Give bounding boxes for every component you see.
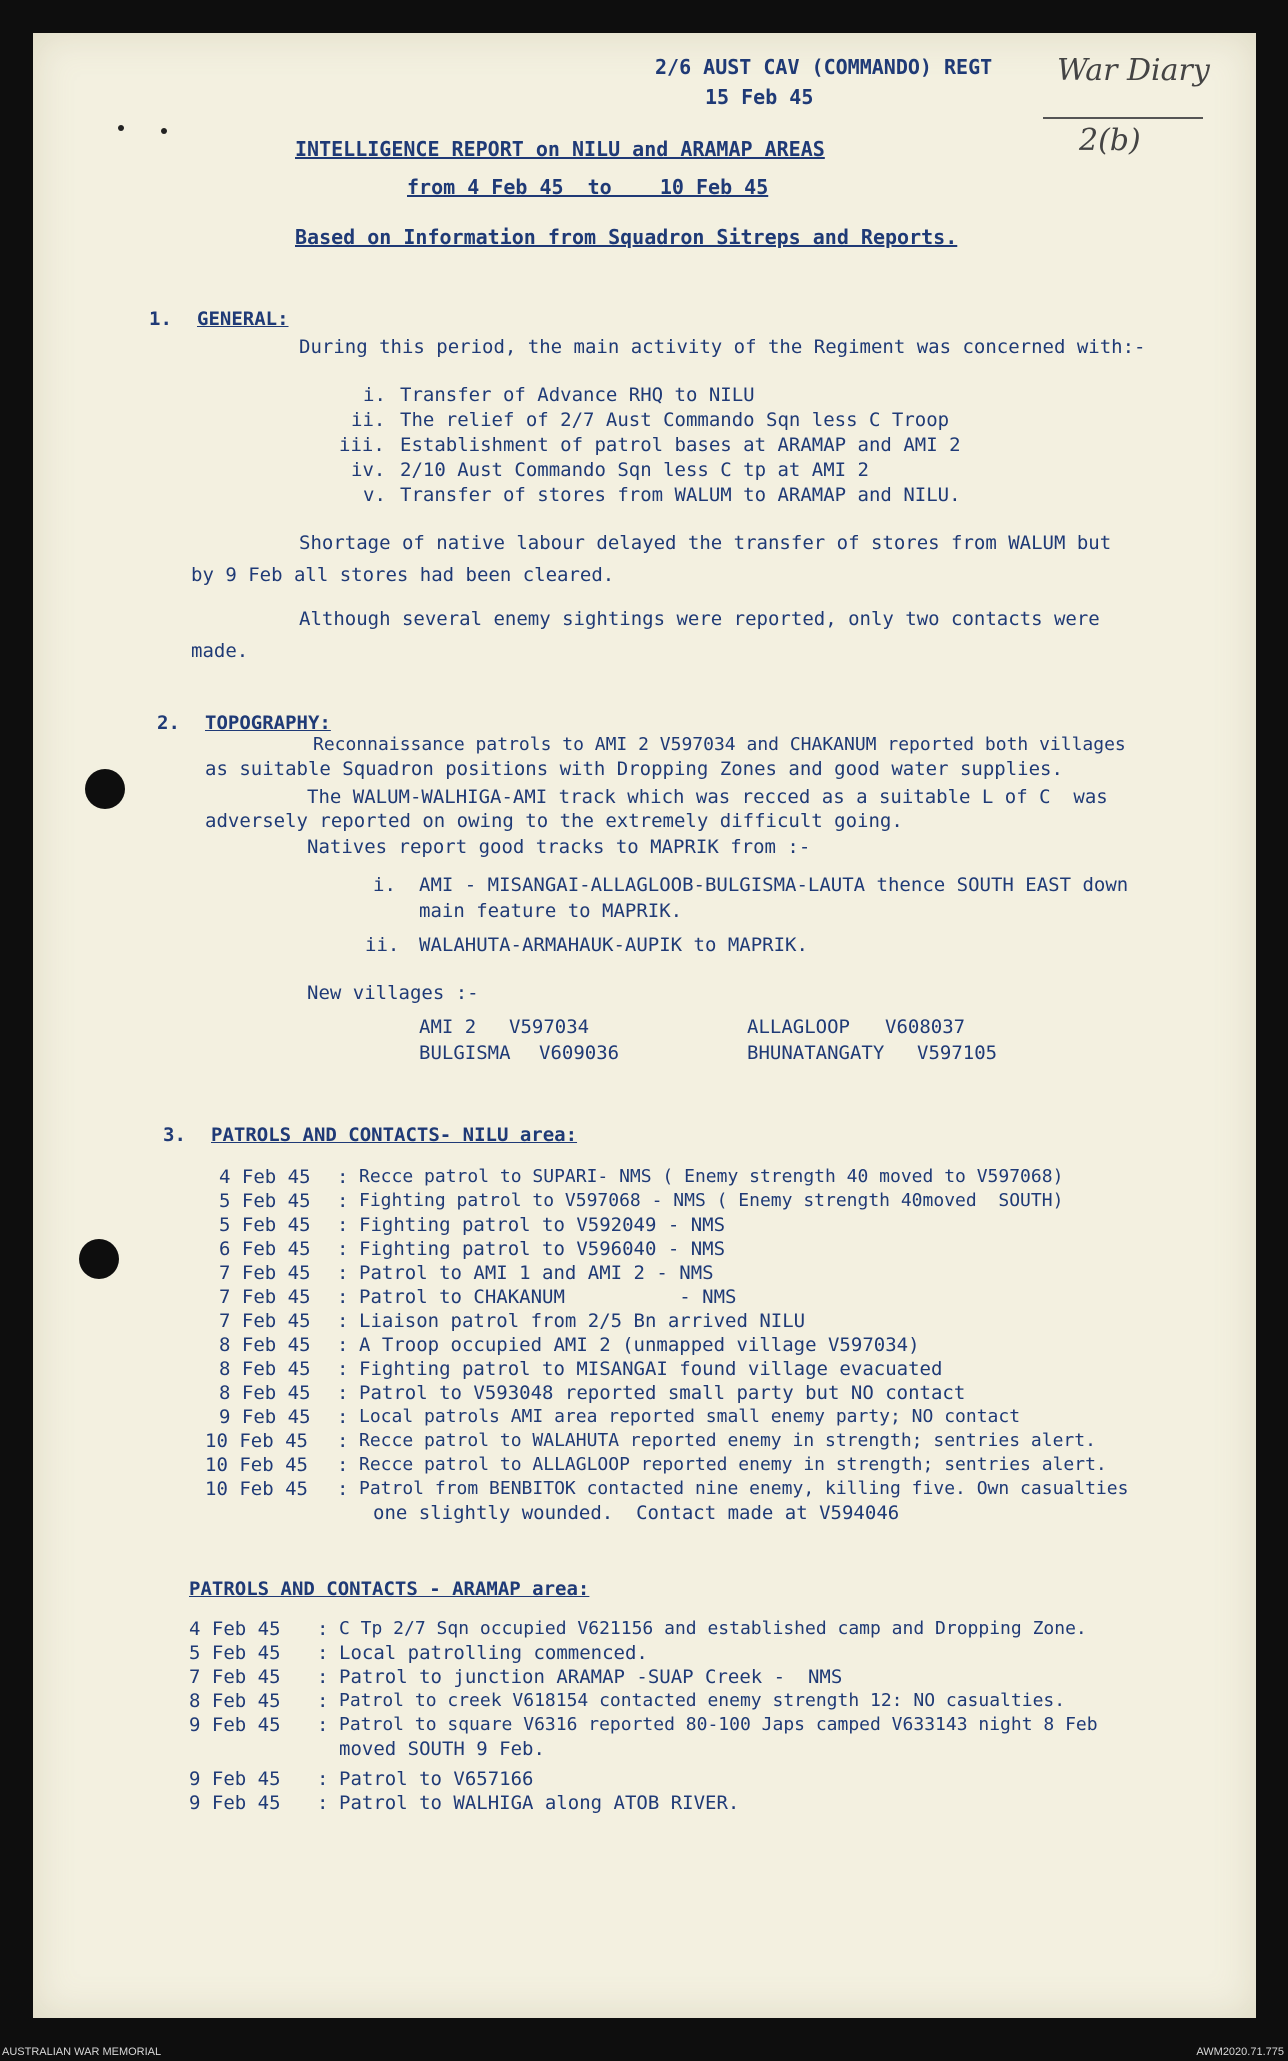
row-date: 5 Feb 45 [219,1214,311,1236]
section-heading-topography: TOPOGRAPHY: [205,712,331,734]
section-number: 3. [163,1124,186,1146]
table-row [33,1285,1256,1309]
table-row [33,1713,1256,1737]
row-text: A Troop occupied AMI 2 (unmapped village V597034) [359,1334,920,1356]
row-text: Patrol to AMI 1 and AMI 2 - NMS [359,1262,714,1284]
village-name: AMI 2 [419,1016,477,1038]
list-num: iv. [351,459,386,481]
table-row [33,1617,1256,1641]
report-period: from 4 Feb 45 to 10 Feb 45 [407,175,769,199]
patrols-nilu-table [33,1165,1256,1585]
ink-speck [118,125,124,131]
row-text: Local patrolling commenced. [339,1642,648,1664]
punch-hole-top [85,769,125,809]
row-date: 5 Feb 45 [219,1190,311,1212]
row-text: one slightly wounded. Contact made at V594046 [373,1502,900,1524]
paragraph: made. [191,640,249,662]
list-item: Transfer of Advance RHQ to NILU [400,384,755,406]
footer-credit: AUSTRALIAN WAR MEMORIAL [2,2046,162,2058]
village-ref: V597105 [917,1042,998,1064]
topography-text: Natives report good tracks to MAPRIK from :- [307,836,811,858]
row-date: 8 Feb 45 [219,1334,311,1356]
handwritten-annotation: War Diary [1057,53,1210,88]
row-text: Patrol to CHAKANUM - NMS [359,1286,737,1308]
row-sep: : [317,1666,329,1688]
table-row [33,1791,1256,1815]
row-sep: : [337,1382,349,1404]
row-date: 9 Feb 45 [189,1792,281,1814]
row-date: 5 Feb 45 [189,1642,281,1664]
document-page [33,33,1256,2018]
row-sep: : [337,1238,349,1260]
list-item: The relief of 2/7 Aust Commando Sqn less C Troop [400,409,950,431]
route-num: i. [373,874,396,896]
row-text: Recce patrol to WALAHUTA reported enemy in strength; sentries alert. [359,1430,1096,1451]
row-date: 8 Feb 45 [189,1690,281,1712]
row-sep: : [337,1454,349,1476]
topography-text: adversely reported on owing to the extremely difficult going. [205,810,903,832]
row-date: 4 Feb 45 [189,1618,281,1640]
row-sep: : [337,1214,349,1236]
new-villages-label: New villages :- [307,982,479,1004]
topography-text: The WALUM-WALHIGA-AMI track which was recced as a suitable L of C was [307,786,1108,808]
patrols-aramap-table [33,1617,1256,1827]
village-ref: V608037 [885,1016,966,1038]
row-text: Patrol to junction ARAMAP -SUAP Creek - NMS [339,1666,843,1688]
list-item: Transfer of stores from WALUM to ARAMAP and NILU. [400,484,961,506]
section-heading-patrols-nilu: PATROLS AND CONTACTS- NILU area: [211,1124,578,1146]
table-row [33,1665,1256,1689]
row-text: moved SOUTH 9 Feb. [339,1738,545,1760]
table-row [33,1357,1256,1381]
paragraph: by 9 Feb all stores had been cleared. [191,564,615,586]
section-heading-general: GENERAL: [197,308,289,330]
row-text: Patrol to V657166 [339,1768,534,1790]
row-date: 7 Feb 45 [219,1286,311,1308]
row-sep: : [337,1286,349,1308]
table-row [33,1429,1256,1453]
row-text: Patrol to creek V618154 contacted enemy strength 12: NO casualties. [339,1690,1066,1711]
topography-text: Reconnaissance patrols to AMI 2 V597034 and CHAKANUM reported both villages [313,734,1126,755]
row-text: C Tp 2/7 Sqn occupied V621156 and established camp and Dropping Zone. [339,1618,1087,1639]
report-title: INTELLIGENCE REPORT on NILU and ARAMAP AREAS [295,137,825,161]
list-num: v. [363,484,386,506]
row-text: Fighting patrol to MISANGAI found village evacuated [359,1358,943,1380]
paragraph: Although several enemy sightings were reported, only two contacts were [299,608,1100,630]
row-text: Fighting patrol to V597068 - NMS ( Enemy strength 40moved SOUTH) [359,1190,1064,1211]
row-sep: : [337,1166,349,1188]
row-date: 9 Feb 45 [189,1768,281,1790]
annotation-underline [1043,117,1203,119]
table-row [33,1189,1256,1213]
row-date: 9 Feb 45 [189,1714,281,1736]
row-sep: : [337,1430,349,1452]
route-text: main feature to MAPRIK. [419,900,683,922]
table-row [33,1641,1256,1665]
row-text: Fighting patrol to V596040 - NMS [359,1238,726,1260]
table-row-continuation [33,1501,1256,1525]
row-text: Patrol to WALHIGA along ATOB RIVER. [339,1792,740,1814]
row-sep: : [337,1406,349,1428]
section-number: 2. [157,712,180,734]
row-date: 10 Feb 45 [205,1430,308,1452]
row-date: 10 Feb 45 [205,1478,308,1500]
general-intro: During this period, the main activity of the Regiment was concerned with:- [299,336,1146,358]
table-row [33,1309,1256,1333]
route-num: ii. [365,934,400,956]
row-sep: : [337,1478,349,1500]
footer-accession: AWM2020.71.775 [1196,2046,1284,2058]
table-row [33,1165,1256,1189]
list-num: iii. [339,434,385,456]
route-text: WALAHUTA-ARMAHAUK-AUPIK to MAPRIK. [419,934,808,956]
table-row [33,1453,1256,1477]
report-source: Based on Information from Squadron Sitreps and Reports. [295,225,958,249]
row-date: 9 Feb 45 [219,1406,311,1428]
table-row [33,1381,1256,1405]
row-date: 8 Feb 45 [219,1382,311,1404]
row-date: 10 Feb 45 [205,1454,308,1476]
village-ref: V597034 [509,1016,590,1038]
row-text: Liaison patrol from 2/5 Bn arrived NILU [359,1310,806,1332]
row-sep: : [317,1714,329,1736]
table-row [33,1237,1256,1261]
section-number: 1. [149,308,172,330]
row-text: Local patrols AMI area reported small enemy party; NO contact [359,1406,1021,1427]
row-sep: : [337,1358,349,1380]
village-name: BHUNATANGATY [747,1042,885,1064]
row-sep: : [337,1262,349,1284]
row-sep: : [317,1792,329,1814]
route-text: AMI - MISANGAI-ALLAGLOOB-BULGISMA-LAUTA thence SOUTH EAST down [419,874,1129,896]
table-row [33,1333,1256,1357]
village-name: BULGISMA [419,1042,511,1064]
ink-speck [161,128,167,134]
table-row [33,1261,1256,1285]
list-item: Establishment of patrol bases at ARAMAP and AMI 2 [400,434,961,456]
row-date: 6 Feb 45 [219,1238,311,1260]
table-row [33,1767,1256,1791]
village-name: ALLAGLOOP [747,1016,850,1038]
row-sep: : [317,1618,329,1640]
row-text: Patrol from BENBITOK contacted nine enemy, killing five. Own casualties [359,1478,1129,1499]
row-sep: : [337,1190,349,1212]
village-ref: V609036 [539,1042,620,1064]
row-text: Patrol to V593048 reported small party but NO contact [359,1382,966,1404]
handwritten-annotation-ref: 2(b) [1079,123,1141,158]
paragraph: Shortage of native labour delayed the transfer of stores from WALUM but [299,532,1112,554]
table-row [33,1405,1256,1429]
row-date: 7 Feb 45 [219,1310,311,1332]
row-sep: : [337,1334,349,1356]
table-row [33,1213,1256,1237]
report-date: 15 Feb 45 [705,85,814,109]
row-sep: : [317,1690,329,1712]
row-date: 7 Feb 45 [219,1262,311,1284]
row-text: Fighting patrol to V592049 - NMS [359,1214,726,1236]
list-num: i. [363,384,386,406]
topography-text: as suitable Squadron positions with Dropping Zones and good water supplies. [205,758,1063,780]
row-text: Recce patrol to SUPARI- NMS ( Enemy strength 40 moved to V597068) [359,1166,1064,1187]
list-item: 2/10 Aust Commando Sqn less C tp at AMI 2 [400,459,869,481]
unit-name: 2/6 AUST CAV (COMMANDO) REGT [655,55,993,79]
row-date: 7 Feb 45 [189,1666,281,1688]
row-text: Recce patrol to ALLAGLOOP reported enemy in strength; sentries alert. [359,1454,1107,1475]
row-text: Patrol to square V6316 reported 80-100 Japs camped V633143 night 8 Feb [339,1714,1098,1735]
row-sep: : [317,1642,329,1664]
section-heading-patrols-aramap: PATROLS AND CONTACTS - ARAMAP area: [189,1578,590,1600]
table-row [33,1477,1256,1501]
row-date: 8 Feb 45 [219,1358,311,1380]
list-num: ii. [351,409,386,431]
row-sep: : [337,1310,349,1332]
table-row [33,1689,1256,1713]
row-date: 4 Feb 45 [219,1166,311,1188]
table-row-continuation [33,1737,1256,1761]
row-sep: : [317,1768,329,1790]
